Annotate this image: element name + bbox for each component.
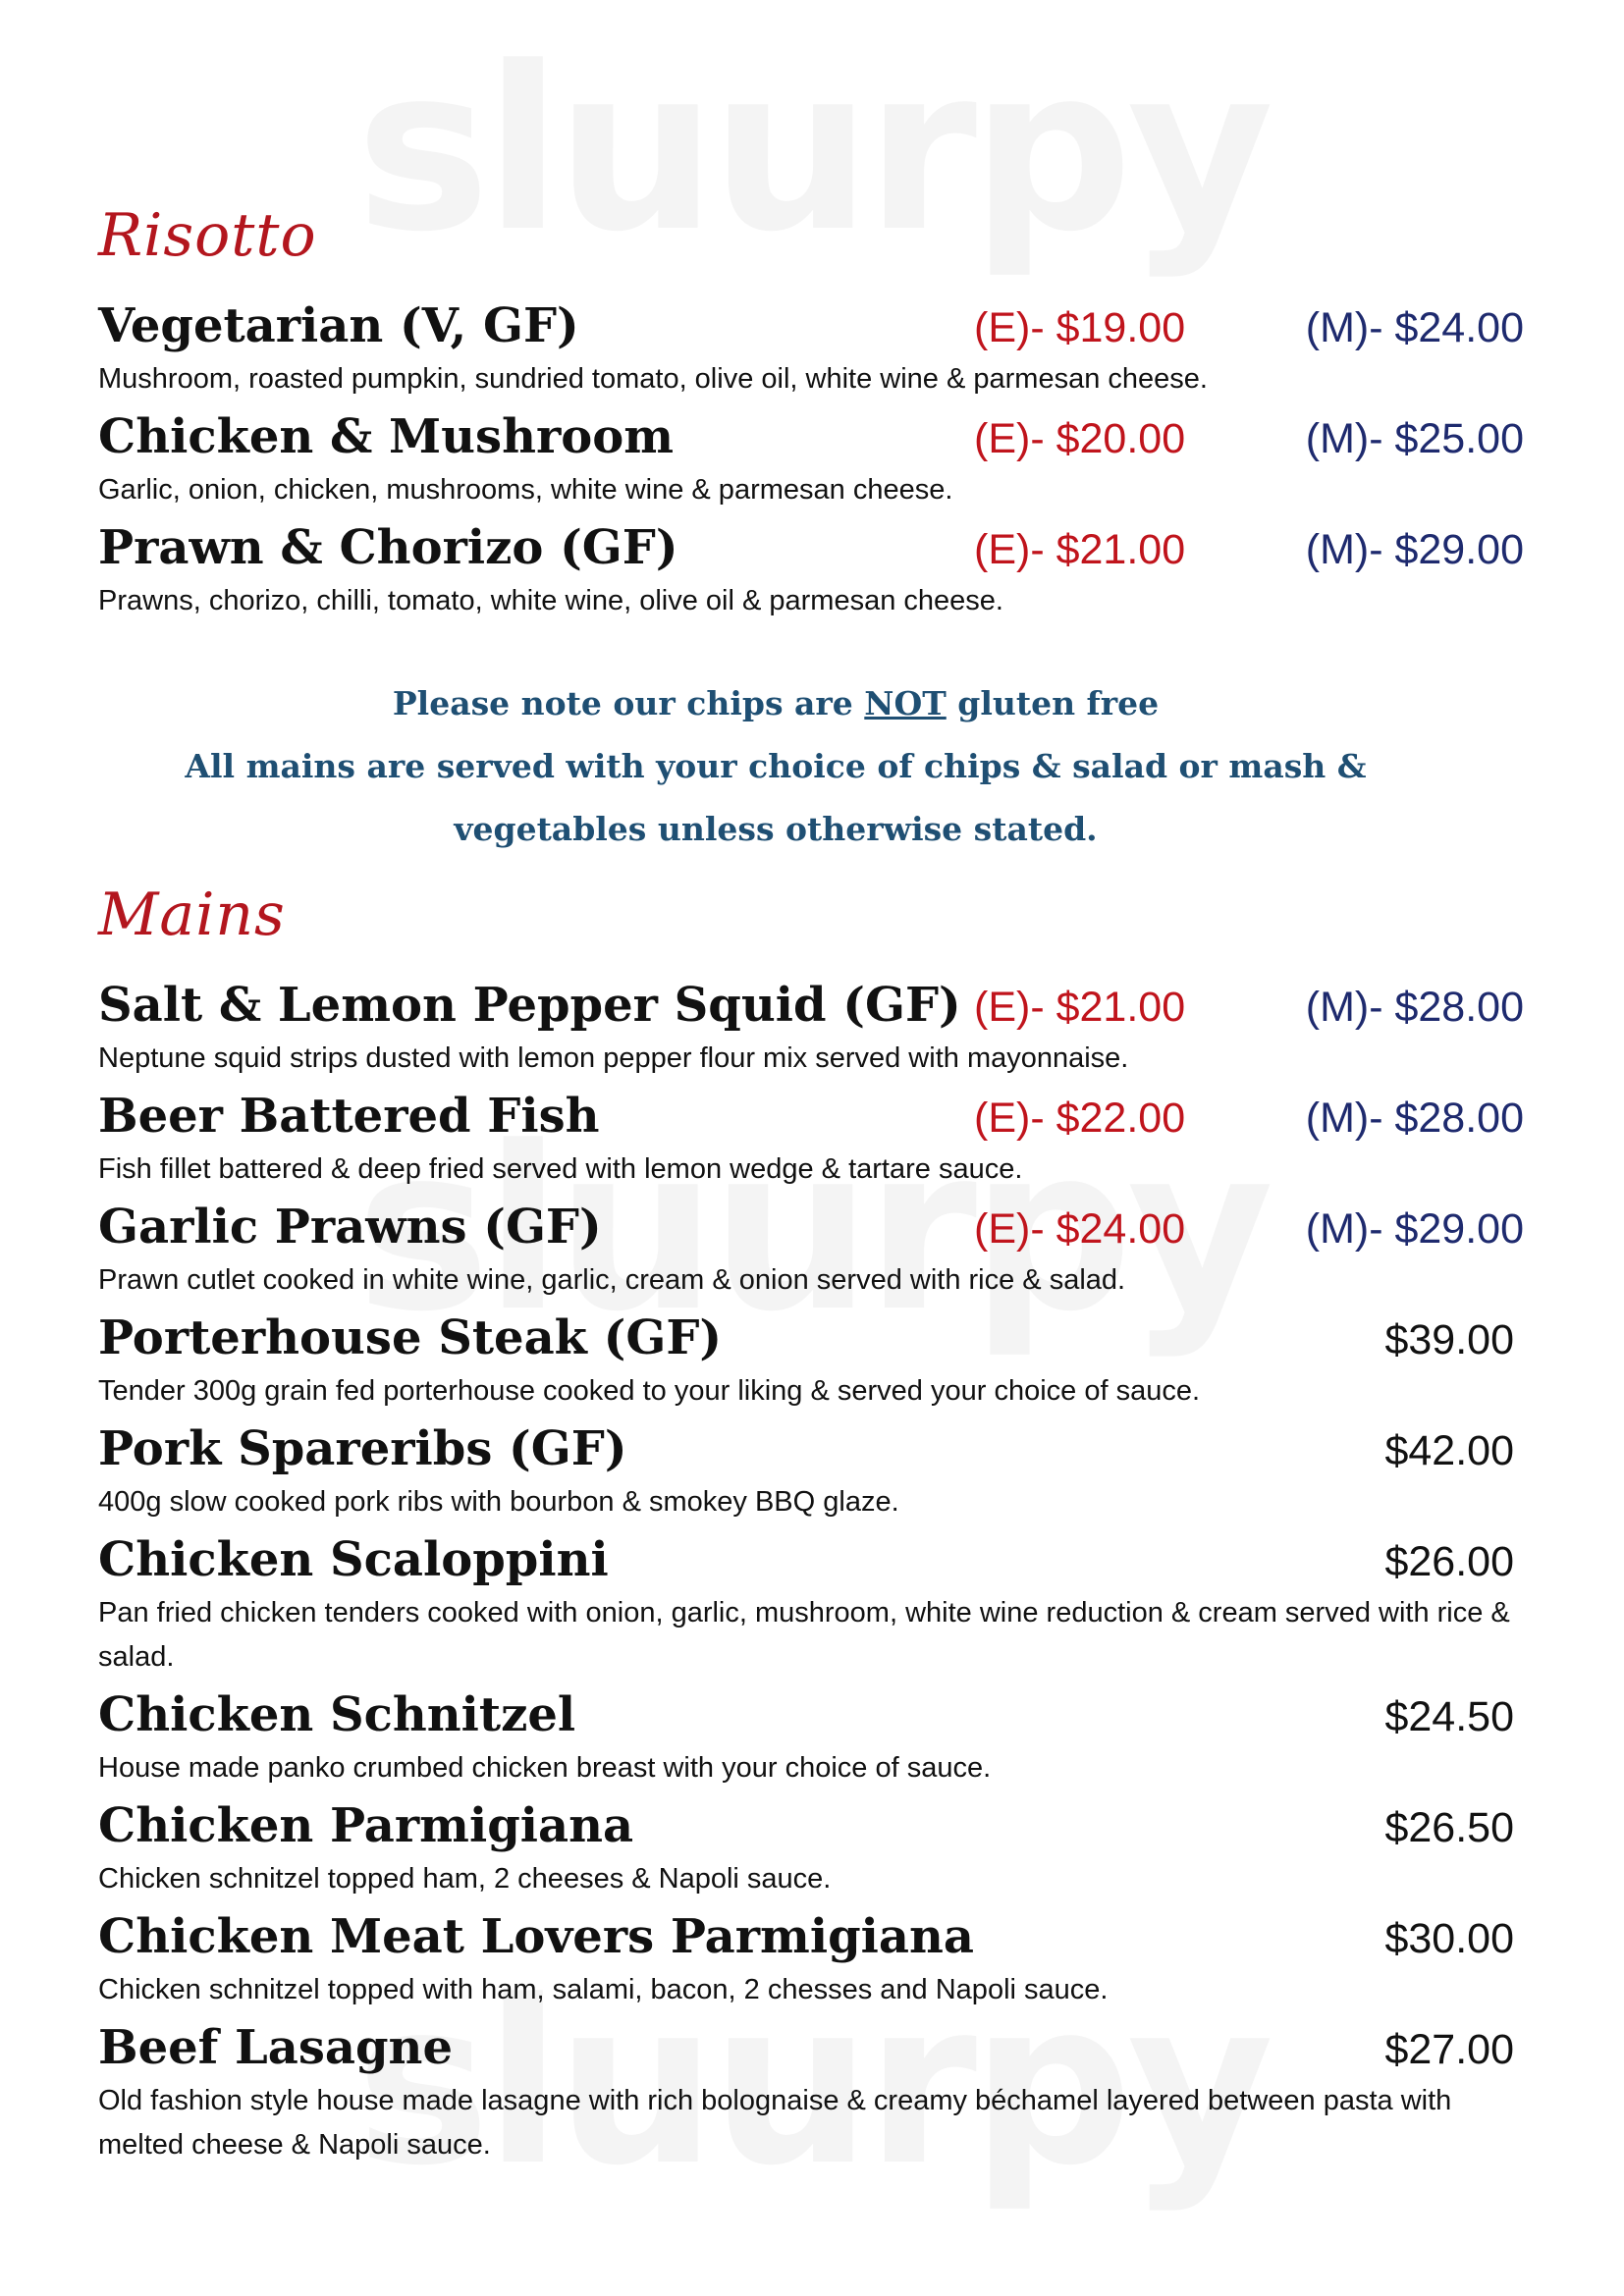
menu-item-row bbox=[98, 2016, 1532, 2079]
item-description: Fish fillet battered & deep fried served with lemon wedge & tartare sauce. bbox=[98, 1153, 1023, 1185]
item-name: Prawn & Chorizo (GF) bbox=[98, 520, 678, 575]
item-description: 400g slow cooked pork ribs with bourbon & smokey BBQ glaze. bbox=[98, 1486, 899, 1518]
item-description: Prawn cutlet cooked in white wine, garlic, cream & onion served with rice & salad. bbox=[98, 1264, 1126, 1296]
mains-served-note: All mains are served with your choice of chips & salad or mash & vegetables unless otherwise stated. bbox=[185, 747, 1367, 848]
menu-item bbox=[98, 1683, 1532, 1790]
price: $42.00 bbox=[1384, 1427, 1514, 1474]
menu-item bbox=[98, 974, 1532, 1081]
item-description: Pan fried chicken tenders cooked with onion, garlic, mushroom, white wine reduction & cream served with rice & salad. bbox=[98, 1597, 1510, 1673]
price-entree: (E)- $21.00 bbox=[974, 984, 1186, 1031]
menu-item bbox=[98, 2016, 1532, 2167]
menu-item bbox=[98, 294, 1532, 401]
price-main: (M)- $29.00 bbox=[1305, 526, 1524, 573]
menu-page bbox=[98, 191, 1532, 2171]
menu-item bbox=[98, 1528, 1532, 1680]
item-description: Old fashion style house made lasagne with rich bolognaise & creamy béchamel layered between pasta with melted cheese & Napoli sauce. bbox=[98, 2085, 1452, 2161]
item-description: Chicken schnitzel topped ham, 2 cheeses & Napoli sauce. bbox=[98, 1863, 832, 1895]
price: $26.00 bbox=[1384, 1538, 1514, 1585]
price: $30.00 bbox=[1384, 1915, 1514, 1962]
price-main: (M)- $28.00 bbox=[1305, 984, 1524, 1031]
price-main: (M)- $29.00 bbox=[1305, 1205, 1524, 1253]
item-name: Chicken Schnitzel bbox=[98, 1687, 576, 1742]
gluten-note-emphasis: NOT bbox=[864, 684, 947, 722]
price-entree: (E)- $22.00 bbox=[974, 1095, 1186, 1142]
item-name: Beef Lasagne bbox=[98, 2020, 453, 2075]
item-name: Pork Spareribs (GF) bbox=[98, 1421, 627, 1476]
item-name: Vegetarian (V, GF) bbox=[98, 298, 579, 353]
price: $26.50 bbox=[1384, 1804, 1514, 1851]
price: $24.50 bbox=[1384, 1693, 1514, 1740]
price: $39.00 bbox=[1384, 1316, 1514, 1363]
item-name: Chicken & Mushroom bbox=[98, 409, 675, 464]
menu-item-row bbox=[98, 1307, 1532, 1369]
price-entree: (E)- $21.00 bbox=[974, 526, 1186, 573]
item-name: Beer Battered Fish bbox=[98, 1089, 600, 1144]
menu-item-row bbox=[98, 1085, 1532, 1148]
menu-item bbox=[98, 1196, 1532, 1303]
price: $27.00 bbox=[1384, 2026, 1514, 2073]
menu-item-row bbox=[98, 516, 1532, 579]
menu-item bbox=[98, 516, 1532, 623]
price-main: (M)- $25.00 bbox=[1305, 415, 1524, 462]
item-description: Garlic, onion, chicken, mushrooms, white wine & parmesan cheese. bbox=[98, 474, 953, 506]
menu-item-row bbox=[98, 1196, 1532, 1258]
gluten-note-before: Please note our chips are bbox=[392, 684, 865, 722]
item-name: Garlic Prawns (GF) bbox=[98, 1200, 602, 1255]
menu-item bbox=[98, 405, 1532, 512]
price-entree: (E)- $20.00 bbox=[974, 415, 1186, 462]
item-description: Chicken schnitzel topped with ham, salami, bacon, 2 chesses and Napoli sauce. bbox=[98, 1974, 1109, 2005]
item-description: Neptune squid strips dusted with lemon pepper flour mix served with mayonnaise. bbox=[98, 1042, 1129, 1074]
item-description: House made panko crumbed chicken breast with your choice of sauce. bbox=[98, 1752, 992, 1784]
item-name: Salt & Lemon Pepper Squid (GF) bbox=[98, 978, 961, 1033]
menu-item-row bbox=[98, 294, 1532, 357]
menu-item bbox=[98, 1307, 1532, 1414]
mains-list bbox=[98, 974, 1532, 2167]
menu-item bbox=[98, 1905, 1532, 2012]
menu-item bbox=[98, 1085, 1532, 1192]
menu-item-row bbox=[98, 1528, 1532, 1591]
menu-item bbox=[98, 1417, 1532, 1524]
item-description: Prawns, chorizo, chilli, tomato, white wine, olive oil & parmesan cheese. bbox=[98, 585, 1003, 616]
price-entree: (E)- $19.00 bbox=[974, 304, 1186, 351]
menu-item-row bbox=[98, 974, 1532, 1037]
menu-item-row bbox=[98, 1794, 1532, 1857]
menu-item-row bbox=[98, 1683, 1532, 1746]
item-name: Chicken Meat Lovers Parmigiana bbox=[98, 1909, 974, 1964]
item-name: Porterhouse Steak (GF) bbox=[98, 1310, 723, 1365]
item-description: Tender 300g grain fed porterhouse cooked to your liking & served your choice of sauce. bbox=[98, 1375, 1201, 1407]
price-main: (M)- $28.00 bbox=[1305, 1095, 1524, 1142]
risotto-list bbox=[98, 294, 1532, 623]
item-name: Chicken Parmigiana bbox=[98, 1798, 634, 1853]
section-title-mains: Mains bbox=[98, 881, 286, 949]
price-entree: (E)- $24.00 bbox=[974, 1205, 1186, 1253]
gluten-note bbox=[98, 672, 1453, 735]
menu-item-row bbox=[98, 1417, 1532, 1480]
item-description: Mushroom, roasted pumpkin, sundried tomato, olive oil, white wine & parmesan cheese. bbox=[98, 363, 1208, 395]
item-name: Chicken Scaloppini bbox=[98, 1532, 609, 1587]
menu-item-row bbox=[98, 405, 1532, 468]
section-title-risotto: Risotto bbox=[98, 201, 317, 270]
menu-item bbox=[98, 1794, 1532, 1901]
gluten-note-after: gluten free bbox=[946, 684, 1160, 722]
price-main: (M)- $24.00 bbox=[1305, 304, 1524, 351]
menu-item-row bbox=[98, 1905, 1532, 1968]
